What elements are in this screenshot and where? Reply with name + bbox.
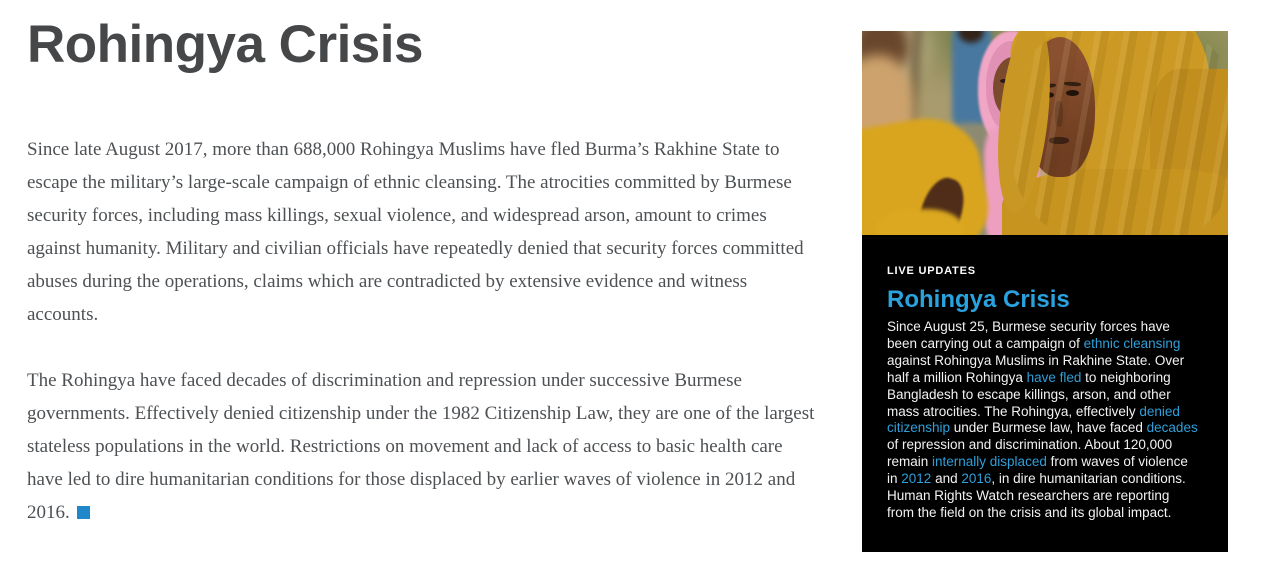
- article-main: [27, 0, 815, 562]
- live-updates-title-link[interactable]: Rohingya Crisis: [887, 286, 1070, 313]
- live-updates-summary: [887, 319, 1200, 522]
- summary-inline-link[interactable]: decades: [1146, 420, 1198, 436]
- summary-inline-link[interactable]: 2012: [901, 471, 932, 487]
- photo-child-sleeve: [876, 209, 964, 235]
- summary-text: of repression and discrimination. About 120,000 remain: [887, 437, 1173, 470]
- summary-inline-link[interactable]: internally displaced: [932, 454, 1047, 470]
- summary-text: to neighboring Bangladesh to escape killings, arson, and other mass atrocities. The Rohingya, effectively: [887, 369, 1171, 419]
- photo-scarf-fold-texture: [1012, 31, 1228, 235]
- summary-inline-link[interactable]: 2016: [961, 471, 992, 487]
- page-title: Rohingya Crisis: [27, 15, 423, 74]
- summary-text: from waves of violence in: [887, 454, 1188, 487]
- live-updates-card: [862, 31, 1228, 552]
- summary-text: Since August 25, Burmese security forces have been carrying out a campaign of: [887, 319, 1170, 351]
- summary-text: , in dire humanitarian conditions. Human Rights Watch researchers are reporting from the field on the crisis and its global impact.: [887, 471, 1186, 520]
- summary-text: and: [931, 471, 962, 487]
- end-of-text-marker: [77, 506, 90, 519]
- summary-text: against Rohingya Muslims in Rakhine State. Over half a million Rohingya: [887, 352, 1185, 385]
- live-updates-panel: [862, 235, 1228, 552]
- summary-inline-link[interactable]: denied citizenship: [887, 403, 1180, 436]
- live-updates-label: LIVE UPDATES: [887, 265, 976, 277]
- article-paragraph-1: Since late August 2017, more than 688,000 Rohingya Muslims have fled Burma’s Rakhine State to escape the military’s large-scale campaign of ethnic cleansing. The atrocities committed by Burmese security forces, including mass killings, sexual violence, and widespread arson, amount to crimes against humanity. Military and civilian officials have repeatedly denied that security forces committed abuses during the operations, claims which are contradicted by extensive evidence and witness accounts.: [27, 139, 804, 326]
- article-paragraph-2: [27, 364, 815, 529]
- summary-inline-link[interactable]: have fled: [1026, 369, 1082, 385]
- article-paragraph-2-text: The Rohingya have faced decades of discrimination and repression under successive Burmese governments. Effectively denied citizenship under the 1982 Citizenship Law, they are one of the largest stateless populations in the world. Restrictions on movement and lack of access to basic health care have led to dire humanitarian conditions for those displaced by earlier waves of violence in 2012 and 2016.: [27, 370, 815, 524]
- rohingya-photo[interactable]: [862, 31, 1228, 235]
- summary-text: under Burmese law, have faced: [950, 420, 1147, 436]
- summary-inline-link[interactable]: ethnic cleansing: [1083, 335, 1181, 351]
